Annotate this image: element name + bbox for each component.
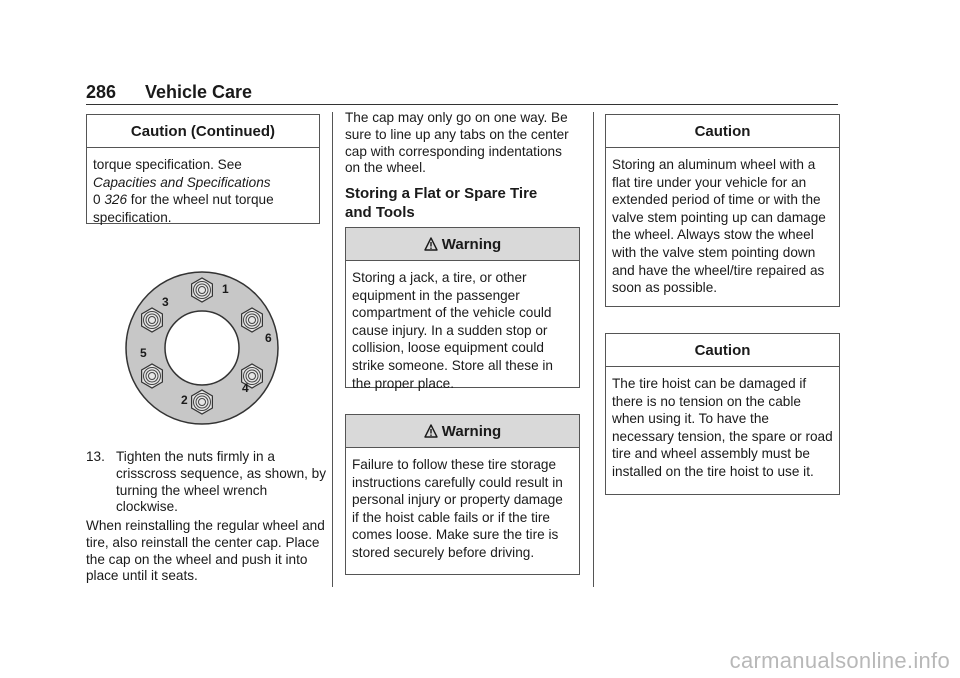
lug-nut-sequence-label: 2 [181,393,188,407]
warning-triangle-icon [424,424,438,438]
warning-2-title: Warning [441,422,502,440]
warning-1-text: Storing a jack, a tire, or other equipment in the passenger compartment of the vehicle could cause injury. In a sudden stop or collision, loose equipment could strike someone. Store all these in the proper place. [352,270,553,391]
lug-nut-6-icon [242,308,263,332]
caution-text-line: for the wheel nut torque [127,192,274,208]
warning-1-title: Warning [441,235,502,253]
warning-2-header [346,415,579,448]
lug-nut-sequence-label: 1 [222,282,229,296]
caution-text-line: torque specification. See [93,157,242,172]
caution-box-1 [605,114,840,307]
lug-nut-sequence-label: 6 [265,331,272,345]
subheading-line: Storing a Flat or Spare Tire [345,185,538,202]
lug-nut-1-icon [192,278,213,302]
capacities-specs-link[interactable]: Capacities and Specifications [93,174,271,190]
caution-2-title: Caution [606,334,839,367]
reinstall-paragraph [86,518,326,585]
center-cap-text: The cap may only go on one way. Be sure to line up any tabs on the center cap with corresponding indentations on the wheel. [345,110,569,176]
page-ref-link[interactable]: 326 [104,192,128,208]
lug-nut-sequence-label: 3 [162,295,169,309]
wheel-center-hole [165,311,239,385]
page-ref-icon: 0 [93,192,101,208]
warning-box-2 [345,414,580,575]
section-title: Vehicle Care [145,82,253,102]
reinstall-paragraph-text: When reinstalling the regular wheel and tire, also reinstall the center cap. Place the cap on the wheel and push it into place until it seats. [86,518,325,584]
caution-continued-title: Caution (Continued) [87,115,319,148]
lug-nut-2-icon [192,390,213,414]
caution-2-body [606,367,839,487]
caution-2-text: The tire hoist can be damaged if there is no tension on the cable when using it. To have the necessary tension, the spare or road tire and wheel assembly must be installed on the tire hoist to use it. [612,376,833,479]
page-number: 286 [86,82,117,102]
caution-1-text: Storing an aluminum wheel with a flat tire under your vehicle for an extended period of time or with the valve stem pointing up can damage the wheel. Always stow the wheel with the valve stem pointing down and have the wheel/tire repaired as soon as possible. [612,157,826,296]
lug-nut-pattern-diagram [124,270,280,426]
caution-box-2 [605,333,840,495]
caution-text-line: specification. [93,209,172,225]
lug-nut-5-icon [142,364,163,388]
caution-1-title: Caution [606,115,839,148]
warning-2-body [346,448,579,568]
warning-1-body [346,261,579,398]
caution-continued-body [87,148,319,232]
storing-subheading [345,184,585,222]
page-header [86,80,838,105]
caution-continued-box [86,114,320,224]
column-divider-1 [332,112,333,587]
caution-1-body [606,148,839,303]
warning-1-header [346,228,579,261]
watermark: carmanualsonline.info [729,648,950,673]
warning-2-text: Failure to follow these tire storage instructions carefully could result in personal injury or property damage if the hoist cable fails or if the tire comes loose. Make sure the tire is stored securely before driving. [352,457,563,560]
step-13 [86,449,330,517]
step-number: 13. [86,449,105,464]
center-cap-paragraph [345,110,579,177]
subheading-line: and Tools [345,204,415,221]
step-text: Tighten the nuts firmly in a crisscross sequence, as shown, by turning the wheel wrench clockwise. [116,449,327,515]
warning-triangle-icon [424,237,438,251]
lug-nut-3-icon [142,308,163,332]
lug-nut-sequence-label: 4 [242,381,249,395]
column-divider-2 [593,112,594,587]
lug-nut-sequence-label: 5 [140,346,147,360]
warning-box-1 [345,227,580,391]
